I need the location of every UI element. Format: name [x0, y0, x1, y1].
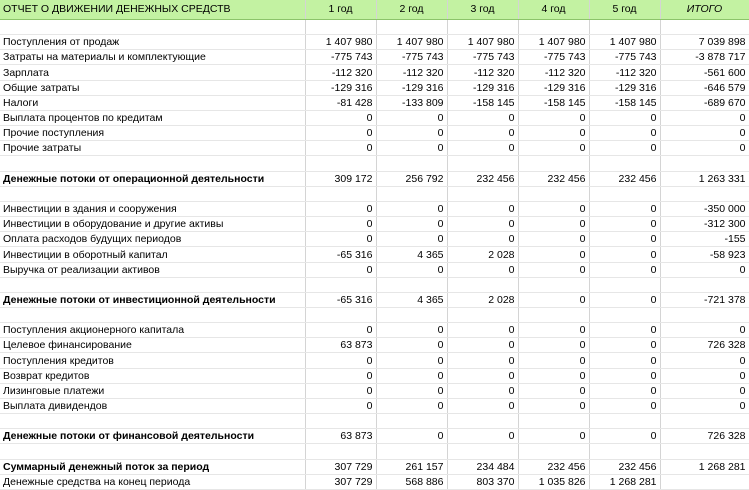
value-cell[interactable]: 232 456: [589, 459, 660, 474]
value-cell[interactable]: -65 316: [305, 292, 376, 307]
empty-cell[interactable]: [447, 20, 518, 35]
empty-cell[interactable]: [447, 444, 518, 459]
value-cell[interactable]: 307 729: [305, 459, 376, 474]
value-cell[interactable]: 1 407 980: [447, 35, 518, 50]
total-cell[interactable]: 0: [660, 368, 749, 383]
empty-cell[interactable]: [518, 156, 589, 171]
value-cell[interactable]: 1 035 826: [518, 474, 589, 489]
row-label[interactable]: Суммарный денежный поток за период: [0, 459, 305, 474]
value-cell[interactable]: 0: [376, 110, 447, 125]
value-cell[interactable]: 0: [376, 217, 447, 232]
spacer-row: [0, 186, 749, 201]
value-cell[interactable]: -112 320: [376, 65, 447, 80]
value-cell[interactable]: 0: [518, 232, 589, 247]
value-cell[interactable]: 1 407 980: [305, 35, 376, 50]
empty-cell[interactable]: [589, 156, 660, 171]
total-cell[interactable]: 726 328: [660, 429, 749, 444]
empty-cell[interactable]: [518, 414, 589, 429]
value-cell[interactable]: 0: [589, 141, 660, 156]
value-cell[interactable]: 0: [305, 217, 376, 232]
total-cell[interactable]: -3 878 717: [660, 50, 749, 65]
table-row: [0, 141, 749, 156]
value-cell[interactable]: -112 320: [305, 65, 376, 80]
total-cell[interactable]: 0: [660, 353, 749, 368]
section-total-row: [0, 171, 749, 186]
value-cell[interactable]: 234 484: [447, 459, 518, 474]
value-cell[interactable]: 0: [518, 338, 589, 353]
value-cell[interactable]: 0: [447, 201, 518, 216]
value-cell[interactable]: 0: [447, 126, 518, 141]
table-row: [0, 110, 749, 125]
row-label[interactable]: Лизинговые платежи: [0, 383, 305, 398]
row-label[interactable]: Зарплата: [0, 65, 305, 80]
value-cell[interactable]: 0: [589, 262, 660, 277]
value-cell[interactable]: 0: [305, 201, 376, 216]
value-cell[interactable]: 568 886: [376, 474, 447, 489]
row-label[interactable]: Прочие затраты: [0, 141, 305, 156]
empty-cell[interactable]: [518, 186, 589, 201]
table-row: [0, 232, 749, 247]
value-cell[interactable]: 0: [376, 232, 447, 247]
spacer-row: [0, 444, 749, 459]
value-cell[interactable]: 0: [589, 217, 660, 232]
value-cell[interactable]: 0: [376, 201, 447, 216]
empty-cell[interactable]: [305, 277, 376, 292]
total-cell[interactable]: 0: [660, 323, 749, 338]
empty-cell[interactable]: [518, 20, 589, 35]
value-cell[interactable]: 0: [305, 368, 376, 383]
table-row: [0, 80, 749, 95]
empty-cell[interactable]: [376, 307, 447, 322]
value-cell[interactable]: 0: [305, 383, 376, 398]
row-label[interactable]: Инвестиции в оборудование и другие активы: [0, 217, 305, 232]
value-cell[interactable]: 0: [589, 292, 660, 307]
total-cell[interactable]: -58 923: [660, 247, 749, 262]
spacer-row: [0, 20, 749, 35]
value-cell[interactable]: 0: [376, 398, 447, 413]
value-cell[interactable]: 0: [447, 141, 518, 156]
value-cell[interactable]: -129 316: [305, 80, 376, 95]
section-total-row: [0, 429, 749, 444]
value-cell[interactable]: 0: [305, 262, 376, 277]
empty-cell[interactable]: [660, 186, 749, 201]
empty-cell[interactable]: [589, 414, 660, 429]
value-cell[interactable]: -129 316: [589, 80, 660, 95]
empty-cell[interactable]: [0, 414, 305, 429]
row-label[interactable]: Целевое финансирование: [0, 338, 305, 353]
value-cell[interactable]: -775 743: [518, 50, 589, 65]
empty-cell[interactable]: [589, 186, 660, 201]
value-cell[interactable]: 0: [305, 126, 376, 141]
empty-cell[interactable]: [376, 20, 447, 35]
row-label[interactable]: Денежные средства на конец периода: [0, 474, 305, 489]
table-row: [0, 398, 749, 413]
value-cell[interactable]: 0: [305, 353, 376, 368]
value-cell[interactable]: -775 743: [589, 50, 660, 65]
value-cell[interactable]: 0: [376, 338, 447, 353]
value-cell[interactable]: 0: [305, 398, 376, 413]
empty-cell[interactable]: [376, 444, 447, 459]
value-cell[interactable]: 1 268 281: [589, 474, 660, 489]
total-cell[interactable]: -721 378: [660, 292, 749, 307]
value-cell[interactable]: 0: [518, 368, 589, 383]
value-cell[interactable]: 2 028: [447, 292, 518, 307]
year-header[interactable]: 1 год: [305, 0, 376, 20]
empty-cell[interactable]: [660, 156, 749, 171]
year-header[interactable]: 4 год: [518, 0, 589, 20]
empty-cell[interactable]: [447, 277, 518, 292]
value-cell[interactable]: 0: [447, 398, 518, 413]
value-cell[interactable]: 1 407 980: [518, 35, 589, 50]
total-cell[interactable]: -561 600: [660, 65, 749, 80]
value-cell[interactable]: 0: [589, 232, 660, 247]
value-cell[interactable]: 0: [589, 110, 660, 125]
value-cell[interactable]: 0: [589, 368, 660, 383]
empty-cell[interactable]: [518, 444, 589, 459]
table-row: [0, 65, 749, 80]
value-cell[interactable]: 0: [589, 398, 660, 413]
empty-cell[interactable]: [660, 414, 749, 429]
value-cell[interactable]: -775 743: [305, 50, 376, 65]
report-title[interactable]: ОТЧЕТ О ДВИЖЕНИИ ДЕНЕЖНЫХ СРЕДСТВ: [0, 0, 305, 20]
value-cell[interactable]: -112 320: [589, 65, 660, 80]
value-cell[interactable]: -81 428: [305, 95, 376, 110]
table-row: [0, 35, 749, 50]
value-cell[interactable]: 0: [518, 353, 589, 368]
value-cell[interactable]: 0: [589, 429, 660, 444]
value-cell[interactable]: 0: [447, 353, 518, 368]
value-cell[interactable]: 0: [518, 398, 589, 413]
value-cell[interactable]: -129 316: [447, 80, 518, 95]
value-cell[interactable]: 0: [518, 323, 589, 338]
empty-cell[interactable]: [305, 156, 376, 171]
empty-cell[interactable]: [447, 186, 518, 201]
total-cell[interactable]: 0: [660, 126, 749, 141]
value-cell[interactable]: 232 456: [518, 459, 589, 474]
section-total-row: [0, 292, 749, 307]
row-label[interactable]: Общие затраты: [0, 80, 305, 95]
value-cell[interactable]: -112 320: [447, 65, 518, 80]
row-label[interactable]: Поступления акционерного капитала: [0, 323, 305, 338]
value-cell[interactable]: -133 809: [376, 95, 447, 110]
empty-cell[interactable]: [305, 414, 376, 429]
value-cell[interactable]: 0: [376, 126, 447, 141]
value-cell[interactable]: 0: [518, 201, 589, 216]
value-cell[interactable]: 0: [376, 323, 447, 338]
value-cell[interactable]: 1 407 980: [589, 35, 660, 50]
value-cell[interactable]: 803 370: [447, 474, 518, 489]
value-cell[interactable]: 0: [376, 353, 447, 368]
value-cell[interactable]: 261 157: [376, 459, 447, 474]
value-cell[interactable]: 0: [589, 323, 660, 338]
value-cell[interactable]: 0: [376, 383, 447, 398]
empty-cell[interactable]: [376, 186, 447, 201]
value-cell[interactable]: -129 316: [376, 80, 447, 95]
value-cell[interactable]: 0: [518, 247, 589, 262]
value-cell[interactable]: 0: [305, 141, 376, 156]
year-header[interactable]: 5 год: [589, 0, 660, 20]
value-cell[interactable]: -129 316: [518, 80, 589, 95]
spacer-row: [0, 156, 749, 171]
value-cell[interactable]: 0: [518, 292, 589, 307]
total-cell[interactable]: 0: [660, 262, 749, 277]
empty-cell[interactable]: [660, 444, 749, 459]
row-label[interactable]: Выплата процентов по кредитам: [0, 110, 305, 125]
empty-cell[interactable]: [518, 307, 589, 322]
row-label[interactable]: Поступления кредитов: [0, 353, 305, 368]
row-label[interactable]: Денежные потоки от финансовой деятельности: [0, 429, 305, 444]
total-cell[interactable]: [660, 474, 749, 489]
row-label[interactable]: Оплата расходов будущих периодов: [0, 232, 305, 247]
table-row: [0, 95, 749, 110]
value-cell[interactable]: 309 172: [305, 171, 376, 186]
empty-cell[interactable]: [660, 20, 749, 35]
empty-cell[interactable]: [589, 307, 660, 322]
total-cell[interactable]: -689 670: [660, 95, 749, 110]
empty-cell[interactable]: [447, 414, 518, 429]
year-header[interactable]: 2 год: [376, 0, 447, 20]
value-cell[interactable]: 0: [518, 126, 589, 141]
value-cell[interactable]: 256 792: [376, 171, 447, 186]
header-row: [0, 0, 749, 20]
value-cell[interactable]: 0: [518, 383, 589, 398]
value-cell[interactable]: 4 365: [376, 292, 447, 307]
table-body: [0, 20, 749, 490]
row-label[interactable]: Денежные потоки от инвестиционной деятельности: [0, 292, 305, 307]
empty-cell[interactable]: [0, 186, 305, 201]
value-cell[interactable]: 0: [518, 217, 589, 232]
spacer-row: [0, 277, 749, 292]
value-cell[interactable]: 0: [447, 217, 518, 232]
row-label[interactable]: Выручка от реализации активов: [0, 262, 305, 277]
row-label[interactable]: Инвестиции в оборотный капитал: [0, 247, 305, 262]
total-cell[interactable]: 0: [660, 398, 749, 413]
empty-cell[interactable]: [376, 277, 447, 292]
total-cell[interactable]: 1 268 281: [660, 459, 749, 474]
table-row: [0, 201, 749, 216]
value-cell[interactable]: 0: [376, 262, 447, 277]
table-row: [0, 50, 749, 65]
value-cell[interactable]: 0: [305, 110, 376, 125]
row-label[interactable]: Поступления от продаж: [0, 35, 305, 50]
value-cell[interactable]: 0: [518, 429, 589, 444]
empty-cell[interactable]: [447, 307, 518, 322]
value-cell[interactable]: 0: [447, 323, 518, 338]
value-cell[interactable]: 0: [589, 201, 660, 216]
total-cell[interactable]: 0: [660, 110, 749, 125]
value-cell[interactable]: 0: [518, 110, 589, 125]
table-row: [0, 383, 749, 398]
value-cell[interactable]: 0: [376, 368, 447, 383]
value-cell[interactable]: 0: [447, 429, 518, 444]
total-cell[interactable]: 0: [660, 383, 749, 398]
row-label[interactable]: Денежные потоки от операционной деятельности: [0, 171, 305, 186]
value-cell[interactable]: 0: [447, 262, 518, 277]
empty-cell[interactable]: [0, 20, 305, 35]
value-cell[interactable]: 0: [376, 141, 447, 156]
total-header[interactable]: ИТОГО: [660, 0, 749, 20]
total-cell[interactable]: 0: [660, 141, 749, 156]
empty-cell[interactable]: [0, 307, 305, 322]
value-cell[interactable]: -112 320: [518, 65, 589, 80]
value-cell[interactable]: 2 028: [447, 247, 518, 262]
empty-cell[interactable]: [589, 444, 660, 459]
value-cell[interactable]: 0: [305, 232, 376, 247]
value-cell[interactable]: 0: [447, 368, 518, 383]
value-cell[interactable]: 307 729: [305, 474, 376, 489]
table-row: [0, 126, 749, 141]
value-cell[interactable]: 0: [518, 141, 589, 156]
summary-row: [0, 459, 749, 474]
total-cell[interactable]: 1 263 331: [660, 171, 749, 186]
table-row: [0, 368, 749, 383]
empty-cell[interactable]: [447, 156, 518, 171]
empty-cell[interactable]: [518, 277, 589, 292]
year-header[interactable]: 3 год: [447, 0, 518, 20]
value-cell[interactable]: -158 145: [447, 95, 518, 110]
spacer-row: [0, 414, 749, 429]
empty-cell[interactable]: [305, 444, 376, 459]
value-cell[interactable]: 0: [589, 247, 660, 262]
value-cell[interactable]: 0: [447, 338, 518, 353]
value-cell[interactable]: 0: [518, 262, 589, 277]
value-cell[interactable]: 0: [447, 383, 518, 398]
value-cell[interactable]: 0: [447, 110, 518, 125]
value-cell[interactable]: 0: [589, 338, 660, 353]
table-row: [0, 323, 749, 338]
value-cell[interactable]: 0: [305, 323, 376, 338]
spacer-row: [0, 307, 749, 322]
value-cell[interactable]: -158 145: [589, 95, 660, 110]
value-cell[interactable]: -775 743: [447, 50, 518, 65]
empty-cell[interactable]: [376, 156, 447, 171]
value-cell[interactable]: 0: [589, 383, 660, 398]
row-label[interactable]: Выплата дивидендов: [0, 398, 305, 413]
row-label[interactable]: Инвестиции в здания и сооружения: [0, 201, 305, 216]
empty-cell[interactable]: [589, 20, 660, 35]
total-cell[interactable]: -350 000: [660, 201, 749, 216]
total-cell[interactable]: -155: [660, 232, 749, 247]
empty-cell[interactable]: [305, 20, 376, 35]
table-row: [0, 247, 749, 262]
table-row: [0, 217, 749, 232]
table-row: [0, 474, 749, 489]
empty-cell[interactable]: [660, 277, 749, 292]
empty-cell[interactable]: [660, 307, 749, 322]
empty-cell[interactable]: [305, 307, 376, 322]
row-label[interactable]: Прочие поступления: [0, 126, 305, 141]
row-label[interactable]: Затраты на материалы и комплектующие: [0, 50, 305, 65]
empty-cell[interactable]: [0, 444, 305, 459]
empty-cell[interactable]: [589, 277, 660, 292]
value-cell[interactable]: 0: [376, 429, 447, 444]
value-cell[interactable]: -65 316: [305, 247, 376, 262]
row-label[interactable]: Налоги: [0, 95, 305, 110]
value-cell[interactable]: 232 456: [518, 171, 589, 186]
empty-cell[interactable]: [0, 156, 305, 171]
total-cell[interactable]: -312 300: [660, 217, 749, 232]
table-row: [0, 262, 749, 277]
value-cell[interactable]: -775 743: [376, 50, 447, 65]
value-cell[interactable]: 232 456: [589, 171, 660, 186]
total-cell[interactable]: 726 328: [660, 338, 749, 353]
table-row: [0, 353, 749, 368]
value-cell[interactable]: 63 873: [305, 429, 376, 444]
total-cell[interactable]: -646 579: [660, 80, 749, 95]
total-cell[interactable]: 7 039 898: [660, 35, 749, 50]
value-cell[interactable]: -158 145: [518, 95, 589, 110]
value-cell[interactable]: 0: [447, 232, 518, 247]
value-cell[interactable]: 4 365: [376, 247, 447, 262]
empty-cell[interactable]: [0, 277, 305, 292]
empty-cell[interactable]: [376, 414, 447, 429]
value-cell[interactable]: 63 873: [305, 338, 376, 353]
value-cell[interactable]: 0: [589, 126, 660, 141]
value-cell[interactable]: 1 407 980: [376, 35, 447, 50]
row-label[interactable]: Возврат кредитов: [0, 368, 305, 383]
value-cell[interactable]: 0: [589, 353, 660, 368]
empty-cell[interactable]: [305, 186, 376, 201]
value-cell[interactable]: 232 456: [447, 171, 518, 186]
table-row: [0, 338, 749, 353]
